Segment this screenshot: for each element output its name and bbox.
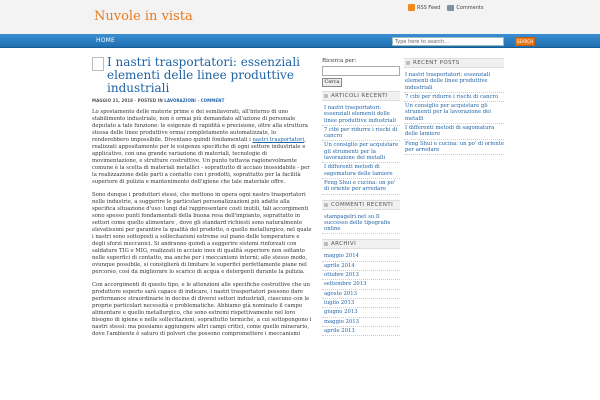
site-title[interactable]: Nuvole in vista <box>94 9 193 24</box>
meta-separator: · <box>197 98 200 103</box>
rss-feed-link[interactable] <box>408 4 440 11</box>
list-item[interactable]: aprile 2013 <box>322 327 400 336</box>
recent-articles-heading-text: ARTICOLI RECENTI <box>331 93 388 99</box>
nastri-trasportatori-link[interactable]: nastri trasportatori <box>252 137 305 143</box>
recent-posts-heading <box>404 58 504 68</box>
list-item[interactable]: maggio 2014 <box>322 252 400 261</box>
left-sidebar <box>322 58 400 341</box>
post-comments-link[interactable]: COMMENT <box>200 98 225 103</box>
list-item[interactable]: Un consiglio per acquistare gli strumenti per la lavorazione dei metalli <box>322 141 400 163</box>
archives-heading <box>322 239 400 249</box>
list-item[interactable]: agosto 2013 <box>322 290 400 299</box>
post-paragraph: Sono dunque i produttori stessi, che mettono in opera ogni nastro trasportatori nelle industrie, a suggerire le particolari personalizzazioni più adatte alla specifica situazione d'uso: lungi dal rappresentare costi inutili, tali accorgimenti sono spesso punti fondamentali della buona resa dell'impianto, soprattutto in settori come quello alimentare , dove gli standard richiesti sono naturalmente elevatissimi per garantire la qualità del prodotto, o quello metallurgico, nel quale i nastri sono sottoposti a sollecitazioni estreme sul piano delle temperature e degli sforzi meccanici. Si andranno quindi a suggerire sistemi rinforzati con saldature TIG e MIG, realizzati in acciaio inox di qualità superiore non soltanto nelle superfici di contatto, ma anche per i meccanismi interni; allo stesso modo, ovunque possibile, si consiglierà di limitare le superfici perfettamente piane nel percorso, così da migliorare lo scarico di acqua e detergenti durante la pulizia. <box>92 192 312 275</box>
list-item[interactable]: Un consiglio per acquistare gli strumenti per la lavorazione dei metalli <box>404 102 504 124</box>
nav-home-link[interactable]: HOME <box>96 37 116 44</box>
comments-icon <box>447 5 454 11</box>
post-paragraph: Con accorgimenti di questo tipo, e le attenzioni alle specifiche costruttive che un produttore esperto sarà capace di indicare, i nastri trasportatori possono dare performance straordinarie in decine di diversi settori industriali, ciascuno con le proprie particolari necessità e problematiche. Abbiamo già nominato il campo alimentare e quello metallurgico, che sono estremi rispettivamente nel loro bisogno di igiene e nelle sollecitazioni, soprattutto termiche, a cui sottopongono i nastri stessi: ma possiamo aggiungere altri campi critici, come quello minerario, dove l'ambiente è saturo di polveri che possono compromettere i meccanismi <box>92 282 312 337</box>
recent-posts-list <box>404 71 504 155</box>
recent-articles-heading <box>322 91 400 101</box>
main-content <box>92 56 312 344</box>
recent-posts-heading-text: RECENT POSTS <box>413 60 460 66</box>
post-body <box>92 109 312 338</box>
right-sidebar <box>404 58 504 160</box>
post-meta <box>92 98 312 103</box>
widget-bullet-icon <box>324 203 328 207</box>
list-item[interactable]: maggio 2013 <box>322 318 400 327</box>
list-item[interactable]: giugno 2013 <box>322 308 400 317</box>
list-item[interactable]: Feng Shui e cucina: un po' di oriente per arredare <box>322 179 400 195</box>
sidebar-search-label: Ricerca per: <box>322 58 357 64</box>
list-item[interactable]: aprile 2014 <box>322 262 400 271</box>
recent-comments-heading-text: COMMENTI RECENTI <box>331 201 394 208</box>
recent-comments-heading <box>322 200 400 210</box>
widget-bullet-icon <box>406 61 410 65</box>
post-posted-in: · POSTED IN <box>134 98 163 103</box>
list-item[interactable]: ottobre 2013 <box>322 271 400 280</box>
site-header <box>0 0 600 34</box>
header-search-button[interactable]: SEARCH <box>516 39 534 44</box>
archives-list <box>322 252 400 336</box>
list-item[interactable]: settembre 2013 <box>322 280 400 289</box>
sidebar-search-button[interactable]: Cerca <box>322 78 342 87</box>
rss-icon <box>408 4 415 11</box>
widget-bullet-icon <box>324 94 328 98</box>
comment-post-link[interactable]: su Il successo delle tipografie online <box>324 213 391 233</box>
archives-heading-text: ARCHIVI <box>331 241 357 248</box>
post-paragraph <box>92 109 312 186</box>
list-item[interactable]: 7 cibi per ridurre i rischi di cancro <box>322 126 400 142</box>
post-title[interactable] <box>92 56 312 95</box>
paragraph-text: , realizzati appositamente per le esigenze specifiche di ogni settore industriale e applicativo, con una grande variazione di materiali, tecnologie di movimentazione, e strutture costruttive. Un punto tuttavia ragionevolmente comune è la scelta di materiali metallici - soprattutto di acciaio inossidabile - per la realizzazione delle parti a contatto con i prodotti, soprattutto per la facilità superiore di pulizia e mantenimento dell'igiene che tale materiale offre. <box>92 137 310 185</box>
main-navbar <box>0 34 600 48</box>
list-item[interactable]: 7 cibi per ridurre i rischi di cancro <box>404 93 504 102</box>
paragraph-text: Lo spostamento delle materie prime e dei semilavorati, all'interno di uno stabilimento industriale, non è ormai più demandato all'azione di personale deputato a tale funzione: le esigenze di rapidità e precisione, oltre alla struttura stessa delle linee produttive ormai completamente automatizzate, lo renderebbero impossibile. Diventano quindi fondamentali i <box>92 109 308 143</box>
recent-articles-list <box>322 104 400 195</box>
sidebar-search-input[interactable] <box>322 66 400 76</box>
list-item[interactable]: I differenti metodi di sagomatura delle lamiere <box>322 163 400 179</box>
rss-feed-label: RSS Feed <box>417 4 441 11</box>
post-category-link[interactable]: LAVORAZIONI <box>164 98 196 103</box>
feed-links <box>408 4 483 11</box>
recent-comments-list <box>322 213 400 235</box>
list-item <box>322 213 400 235</box>
post-date: MAGGIO 21, 2018 <box>92 98 134 103</box>
widget-bullet-icon <box>324 242 328 246</box>
list-item[interactable]: Feng Shui e cucina: un po' di oriente per arredare <box>404 140 504 156</box>
post-date-icon <box>92 57 104 71</box>
comments-feed-label: Comments <box>456 4 484 11</box>
header-search-input[interactable]: Type here to search... <box>392 37 504 46</box>
list-item[interactable]: luglio 2013 <box>322 299 400 308</box>
comment-author-link[interactable]: stampagelri.net <box>324 213 367 220</box>
list-item[interactable]: I nastri trasportatori: essenziali elementi delle linee produttive industriali <box>404 71 504 93</box>
post-title-text[interactable]: I nastri trasportatori: essenziali elementi delle linee produttive industriali <box>107 55 301 95</box>
list-item[interactable]: I nastri trasportatori: essenziali elementi delle linee produttive industriali <box>322 104 400 126</box>
comments-feed-link[interactable] <box>447 5 483 11</box>
list-item[interactable]: I differenti metodi di sagomatura delle lamiere <box>404 124 504 140</box>
